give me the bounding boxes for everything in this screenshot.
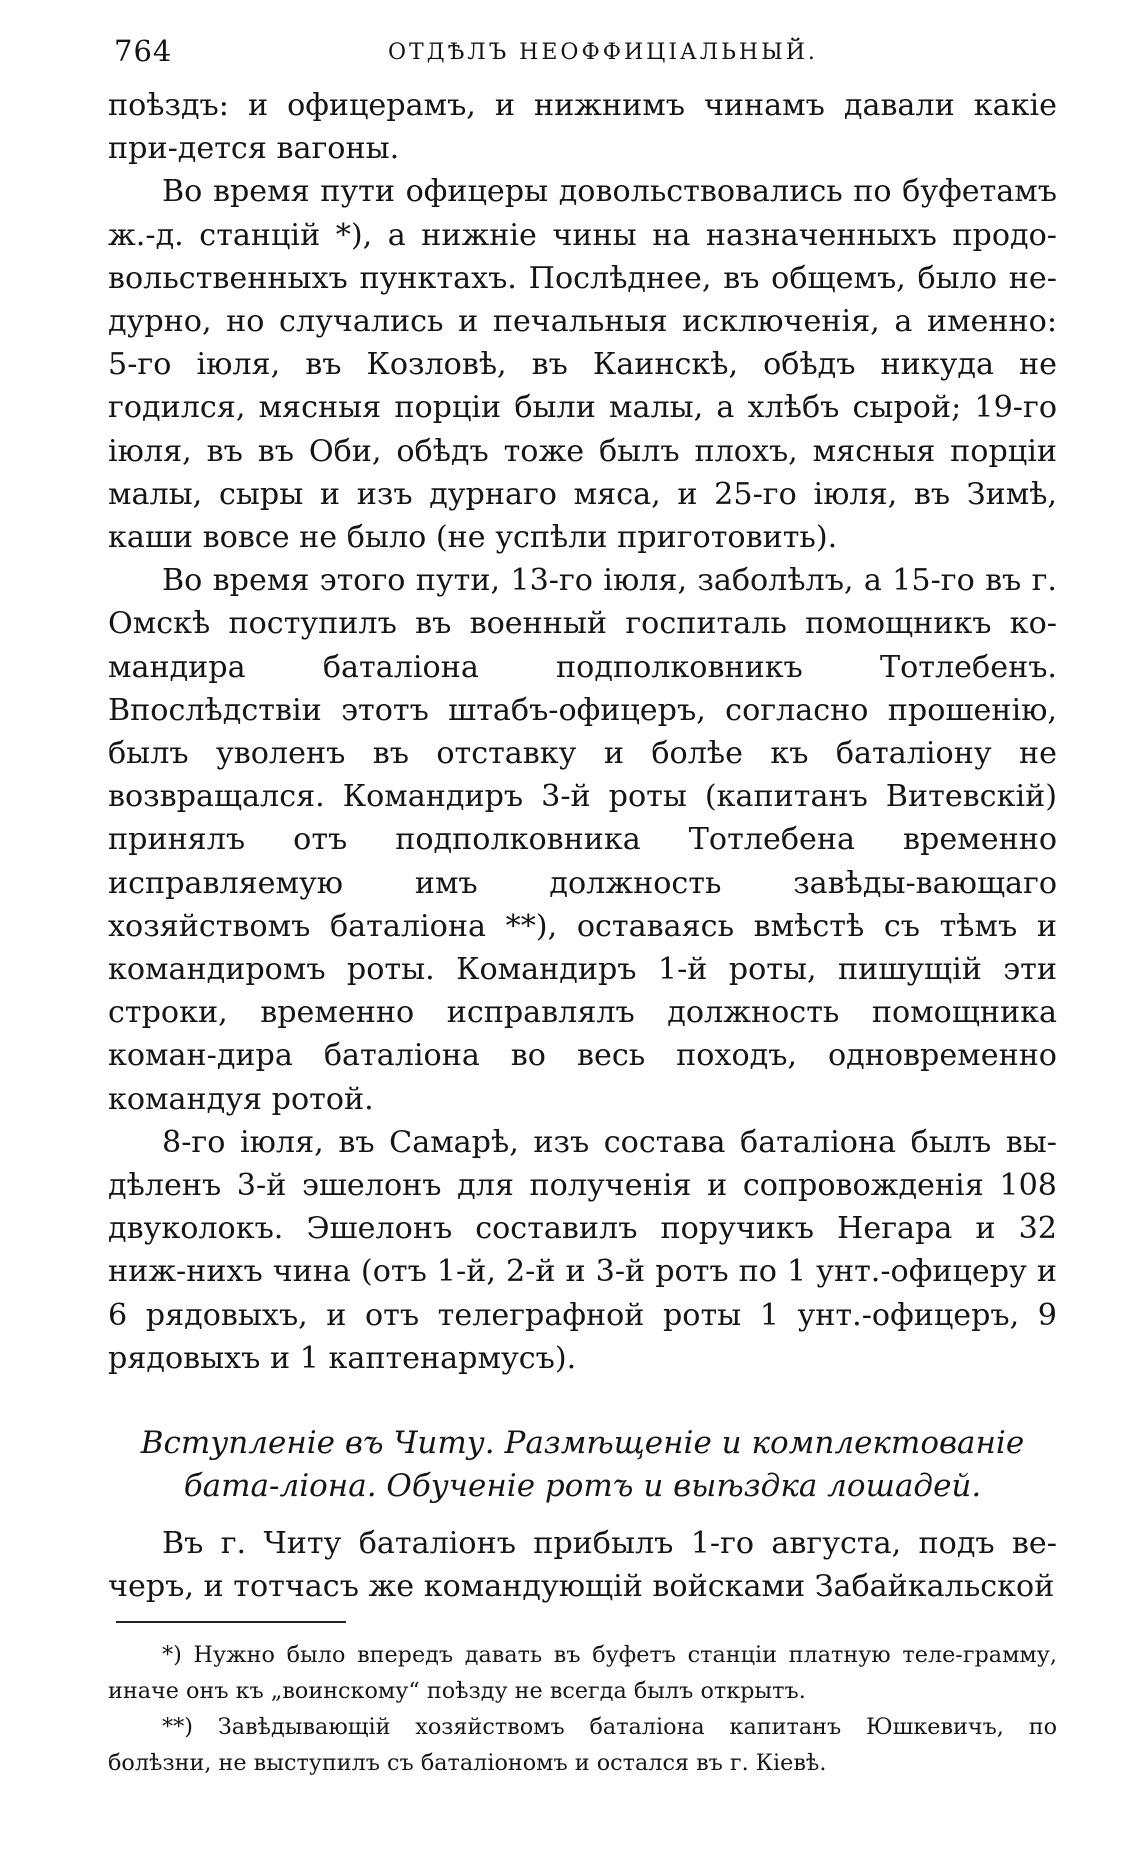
section-body	[108, 1522, 1057, 1608]
paragraph-continuation: поѣздъ: и офицерамъ, и нижнимъ чинамъ давали какіе при-дется вагоны.	[108, 88, 1057, 167]
footnotes	[108, 1637, 1057, 1781]
running-head	[108, 26, 1057, 84]
book-page	[108, 26, 1057, 1781]
paragraph-tottleben: Во время этого пути, 13-го іюля, заболѣлъ, а 15-го въ г. Омскѣ поступилъ въ военный госпиталь помощникъ ко-мандира баталіона подполковникъ Тотлебенъ. Впослѣдствіи этотъ штабъ-офицеръ, согласно прошенію, былъ уволенъ въ отставку и болѣе къ баталіону не возвращался. Командиръ 3-й роты (капитанъ Витевскій) принялъ отъ подполковника Тотлебена временно исправляемую имъ должность завѣды-вающаго хозяйствомъ баталіона **), оставаясь вмѣстѣ съ тѣмъ и командиромъ роты. Командиръ 1-й роты, пишущій эти строки, временно исправлялъ должность помощника коман-дира баталіона во весь походъ, одновременно командуя ротой.	[108, 563, 1057, 1117]
paragraph-third-echelon: 8-го іюля, въ Самарѣ, изъ состава баталіона былъ вы-дѣленъ 3-й эшелонъ для полученія и сопровожденія 108 двуколокъ. Эшелонъ составилъ поручикъ Негара и 32 ниж-нихъ чина (отъ 1-й, 2-й и 3-й ротъ по 1 унт.-офицеру и 6 рядовыхъ, и отъ телеграфной роты 1 унт.-офицеръ, 9 рядовыхъ и 1 каптенармусъ).	[108, 1124, 1057, 1376]
paragraph-arrival-chita: Въ г. Читу баталіонъ прибылъ 1-го августа, подъ ве-черъ, и тотчасъ же командующій войсками Забайкальской	[108, 1526, 1057, 1605]
footnote-1: *) Нужно было впередъ давать въ буфетъ станціи платную теле-грамму, иначе онъ къ „воинскому“ поѣзду не всегда былъ открытъ.	[108, 1641, 1057, 1704]
body-text	[108, 84, 1057, 1380]
page-number: 764	[114, 34, 173, 68]
running-title: ОТДѢЛЪ НЕОФФИЦІАЛЬНЫЙ.	[388, 40, 818, 65]
footnote-rule	[116, 1621, 346, 1623]
paragraph-rations: Во время пути офицеры довольствовались по буфетамъ ж.-д. станцій *), а нижніе чины на назначенныхъ продо-вольственныхъ пунктахъ. Послѣднее, въ общемъ, было не-дурно, но случались и печальныя исключенія, а именно: 5-го іюля, въ Козловѣ, въ Каинскѣ, обѣдъ никуда не годился, мясныя порціи были малы, а хлѣбъ сырой; 19-го іюля, въ въ Оби, обѣдъ тоже былъ плохъ, мясныя порціи малы, сыры и изъ дурнаго мяса, и 25-го іюля, въ Зимѣ, каши вовсе не было (не успѣли приготовить).	[108, 174, 1057, 556]
footnote-2: **) Завѣдывающій хозяйствомъ баталіона капитанъ Юшкевичъ, по болѣзни, не выступилъ съ баталіономъ и остался въ г. Кіевѣ.	[108, 1713, 1057, 1776]
section-heading: Вступленіе въ Читу. Размѣщеніе и комплектованіе бата-ліона. Обученіе ротъ и выѣздка лошадей.	[140, 1425, 1025, 1505]
